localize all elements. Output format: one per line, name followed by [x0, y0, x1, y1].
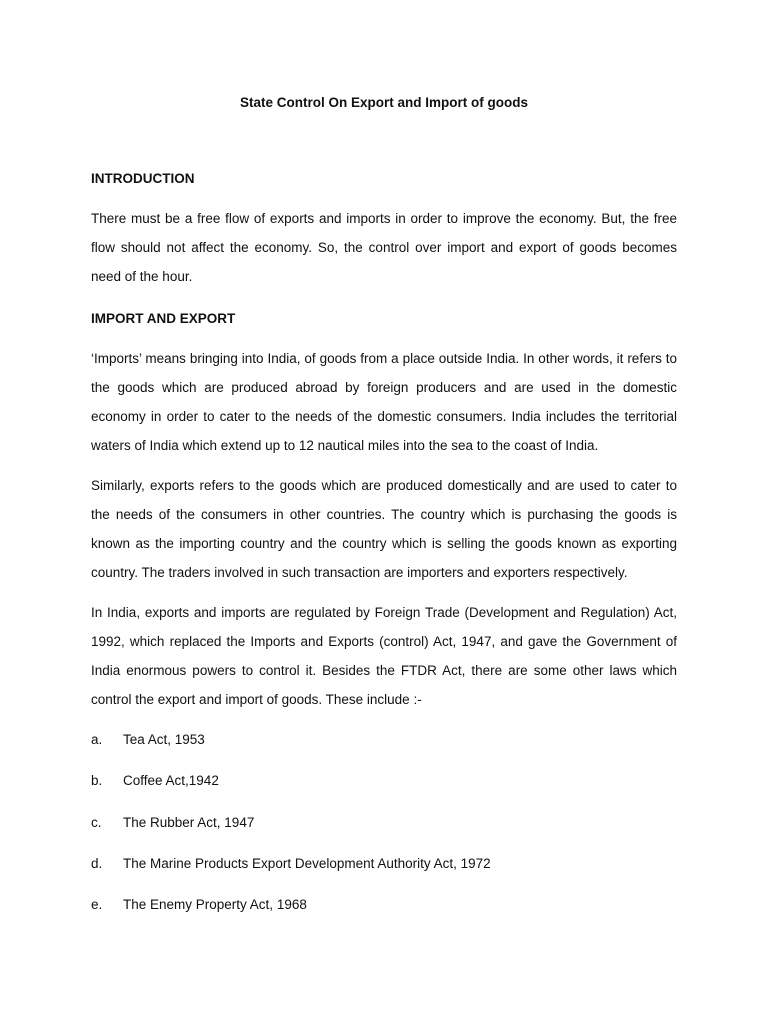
section-heading-import-export: IMPORT AND EXPORT: [91, 311, 236, 326]
list-marker: e.: [91, 897, 103, 912]
paragraph-introduction: There must be a free flow of exports and imports in order to improve the economy. But, the free flow should not affect the economy. So, the control over import and export of goods becomes need of the hour.: [91, 211, 677, 284]
list-item: [91, 897, 307, 912]
list-item: [91, 856, 491, 871]
list-item-text: The Enemy Property Act, 1968: [123, 897, 307, 912]
list-item-text: Tea Act, 1953: [123, 732, 205, 747]
list-marker: d.: [91, 856, 103, 871]
list-marker: b.: [91, 773, 103, 788]
list-item-text: The Marine Products Export Development Authority Act, 1972: [123, 856, 491, 871]
list-item: [91, 773, 219, 788]
list-item: [91, 815, 254, 830]
list-item: [91, 732, 205, 747]
paragraph-exports-definition: Similarly, exports refers to the goods which are produced domestically and are used to cater to the needs of the consumers in other countries. The country which is purchasing the goods is known as the importing country and the country which is selling the goods known as exporting country. The traders involved in such transaction are importers and exporters respectively.: [91, 478, 677, 580]
document-title: State Control On Export and Import of goods: [240, 95, 528, 110]
paragraph-imports-definition: ‘Imports’ means bringing into India, of goods from a place outside India. In other words, it refers to the goods which are produced abroad by foreign producers and are used in the domestic economy in order to cater to the needs of the domestic consumers. India includes the territorial waters of India which extend up to 12 nautical miles into the sea to the coast of India.: [91, 351, 677, 453]
list-item-text: The Rubber Act, 1947: [123, 815, 255, 830]
list-item-text: Coffee Act,1942: [123, 773, 219, 788]
list-marker: c.: [91, 815, 102, 830]
section-heading-introduction: INTRODUCTION: [91, 171, 195, 186]
list-marker: a.: [91, 732, 103, 747]
paragraph-regulation: In India, exports and imports are regulated by Foreign Trade (Development and Regulation) Act, 1992, which replaced the Imports and Exports (control) Act, 1947, and gave the Government of India enormous powers to control it. Besides the FTDR Act, there are some other laws which control the export and import of goods. These include :-: [91, 605, 677, 707]
